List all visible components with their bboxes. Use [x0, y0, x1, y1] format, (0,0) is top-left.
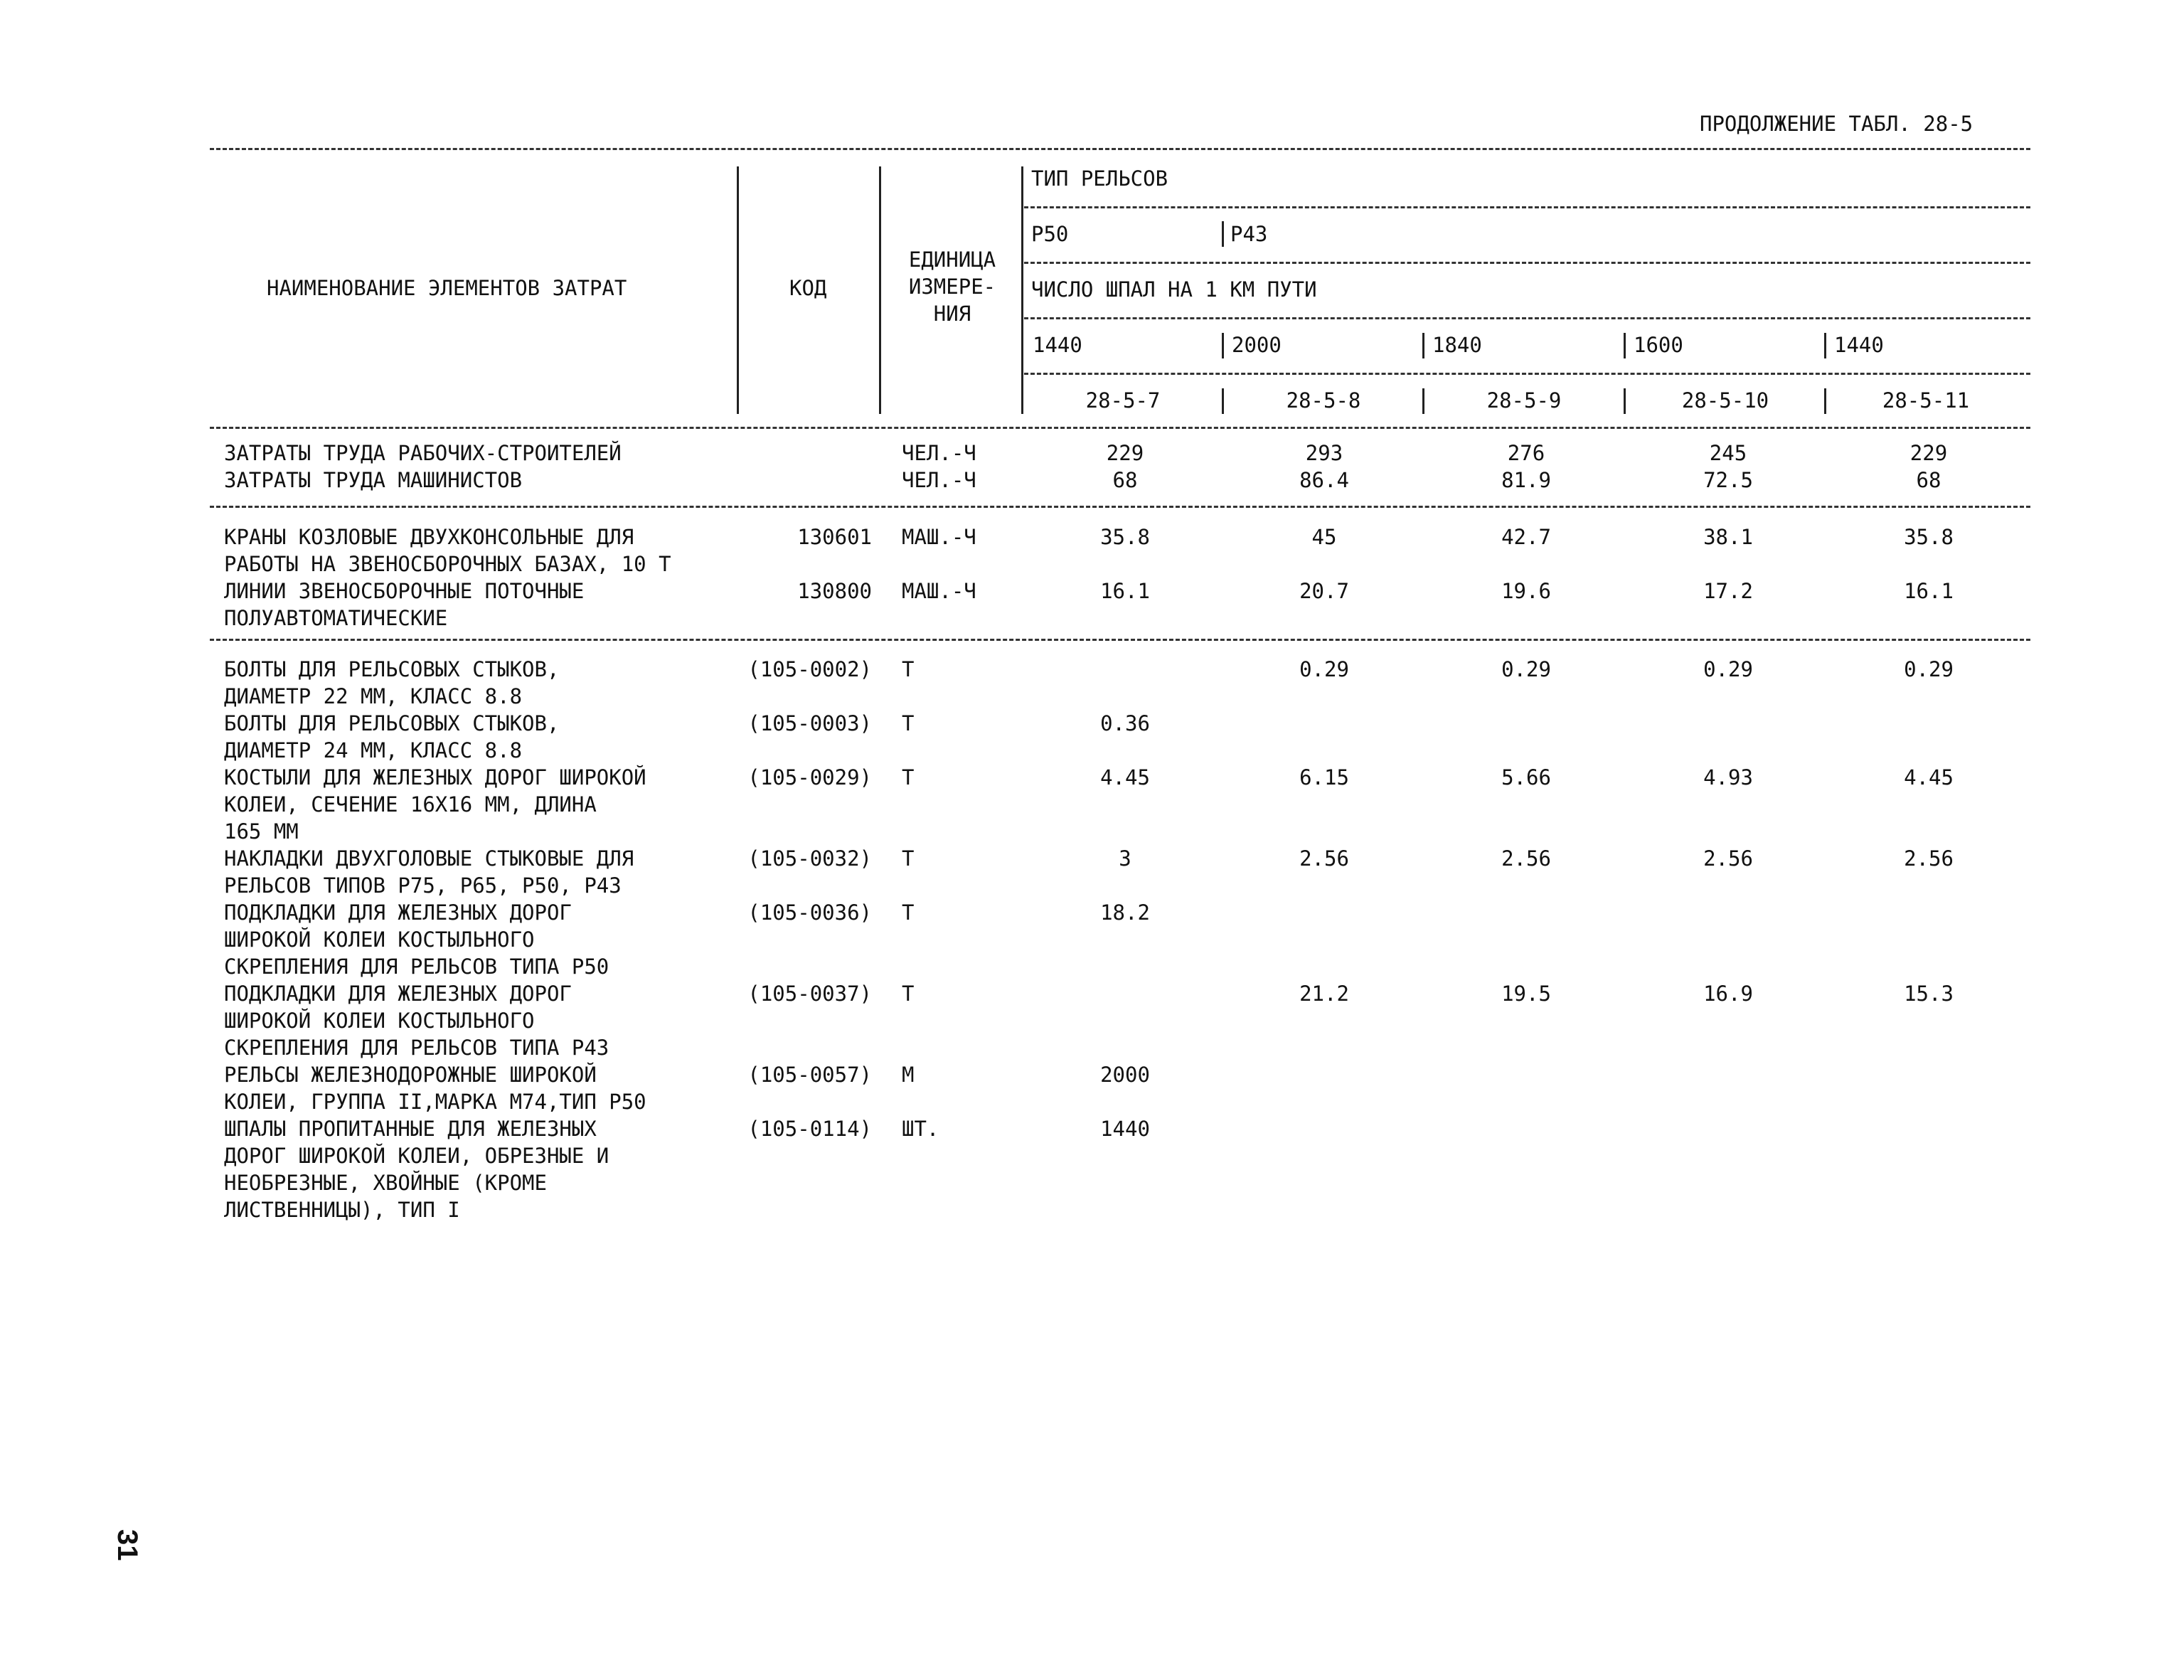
row-value: 45: [1311, 525, 1337, 549]
row-value: 245: [1709, 441, 1747, 465]
row-value: 2000: [1100, 1063, 1150, 1087]
row-unit: Т: [902, 846, 915, 871]
row-name-line: ПОЛУАВТОМАТИЧЕСКИЕ: [224, 606, 448, 630]
header-norm-code: 28-5-7: [1085, 388, 1161, 413]
row-value: 1440: [1100, 1117, 1150, 1141]
row-value: 16.1: [1904, 579, 1954, 603]
row-value: 276: [1507, 441, 1545, 465]
row-name-line: ШИРОКОЙ КОЛЕИ КОСТЫЛЬНОГО: [224, 927, 535, 952]
row-code: (105-0057): [747, 1063, 872, 1087]
header-rail-type-p50: Р50: [1031, 222, 1069, 246]
header-divider-sleepers-4: [1824, 333, 1826, 358]
header-norm-code: 28-5-10: [1681, 388, 1769, 413]
row-value: 0.36: [1100, 711, 1150, 735]
header-divider-rail-types: [1222, 221, 1224, 247]
header-divider-codes-1: [1222, 388, 1224, 414]
row-value: 3: [1119, 846, 1131, 871]
row-name-line: 165 ММ: [224, 819, 299, 844]
row-name-line: РАБОТЫ НА ЗВЕНОСБОРОЧНЫХ БАЗАХ, 10 Т: [224, 552, 671, 576]
row-name-line: РЕЛЬСОВ ТИПОВ Р75, Р65, Р50, Р43: [224, 873, 622, 898]
header-sleeper-count: 2000: [1232, 333, 1282, 357]
row-unit: М: [902, 1063, 915, 1087]
row-name-line: КОЛЕИ, ГРУППА II,МАРКА М74,ТИП Р50: [224, 1090, 646, 1114]
row-value: 35.8: [1904, 525, 1954, 549]
row-name-line: ДИАМЕТР 24 ММ, КЛАСС 8.8: [224, 738, 523, 762]
row-value: 19.6: [1501, 579, 1551, 603]
row-value: 0.29: [1703, 657, 1753, 681]
header-divider-name-code: [737, 166, 739, 414]
row-value: 0.29: [1904, 657, 1954, 681]
row-name-line: ЛИНИИ ЗВЕНОСБОРОЧНЫЕ ПОТОЧНЫЕ: [224, 579, 585, 603]
header-unit-line-2: ИЗМЕРЕ-: [908, 275, 996, 299]
header-sleeper-count: 1440: [1033, 333, 1082, 357]
header-unit-line-3: НИЯ: [933, 302, 971, 326]
row-name-line: ЗАТРАТЫ ТРУДА МАШИНИСТОВ: [224, 468, 523, 492]
row-code: (105-0003): [747, 711, 872, 735]
header-divider-sleepers-2: [1422, 333, 1424, 358]
row-code: (105-0032): [747, 846, 872, 871]
row-value: 15.3: [1904, 982, 1954, 1006]
row-name-line: КОЛЕИ, СЕЧЕНИЕ 16Х16 ММ, ДЛИНА: [224, 792, 597, 817]
header-rail-type-label: ТИП РЕЛЬСОВ: [1031, 166, 1168, 191]
row-value: 0.29: [1501, 657, 1551, 681]
header-divider-unit-values: [1021, 166, 1023, 414]
header-divider-codes-3: [1624, 388, 1626, 414]
header-norm-code: 28-5-8: [1286, 388, 1361, 413]
header-rule-2: [1024, 262, 2030, 264]
header-divider-code-unit: [879, 166, 881, 414]
row-value: 4.45: [1100, 765, 1150, 790]
row-code: (105-0002): [747, 657, 872, 681]
row-value: 17.2: [1703, 579, 1753, 603]
row-unit: МАШ.-Ч: [902, 579, 976, 603]
row-code: 130800: [797, 579, 872, 603]
row-unit: МАШ.-Ч: [902, 525, 976, 549]
header-name-column: НАИМЕНОВАНИЕ ЭЛЕМЕНТОВ ЗАТРАТ: [267, 276, 627, 300]
header-divider-codes-4: [1824, 388, 1826, 414]
header-sleepers-label: ЧИСЛО ШПАЛ НА 1 КМ ПУТИ: [1031, 277, 1317, 302]
row-value: 2.56: [1904, 846, 1954, 871]
row-name-line: БОЛТЫ ДЛЯ РЕЛЬСОВЫХ СТЫКОВ,: [224, 711, 560, 735]
row-value: 229: [1909, 441, 1948, 465]
row-value: 35.8: [1100, 525, 1150, 549]
row-code: 130601: [797, 525, 872, 549]
row-value: 20.7: [1299, 579, 1349, 603]
row-value: 18.2: [1100, 900, 1150, 925]
row-value: 81.9: [1501, 468, 1551, 492]
page-number: 31: [112, 1529, 143, 1561]
row-value: 38.1: [1703, 525, 1753, 549]
row-value: 19.5: [1501, 982, 1551, 1006]
row-name-line: СКРЕПЛЕНИЯ ДЛЯ РЕЛЬСОВ ТИПА Р43: [224, 1036, 609, 1060]
row-code: (105-0029): [747, 765, 872, 790]
row-name-line: СКРЕПЛЕНИЯ ДЛЯ РЕЛЬСОВ ТИПА Р50: [224, 955, 609, 979]
header-norm-code: 28-5-11: [1882, 388, 1970, 413]
row-name-line: РЕЛЬСЫ ЖЕЛЕЗНОДОРОЖНЫЕ ШИРОКОЙ: [224, 1063, 597, 1087]
row-name-line: ШИРОКОЙ КОЛЕИ КОСТЫЛЬНОГО: [224, 1009, 535, 1033]
header-rail-type-p43: Р43: [1230, 222, 1268, 246]
row-name-line: ШПАЛЫ ПРОПИТАННЫЕ ДЛЯ ЖЕЛЕЗНЫХ: [224, 1117, 597, 1141]
row-value: 4.93: [1703, 765, 1753, 790]
header-sleeper-count: 1600: [1634, 333, 1683, 357]
row-unit: Т: [902, 900, 915, 925]
row-value: 86.4: [1299, 468, 1349, 492]
row-unit: ЧЕЛ.-Ч: [902, 468, 976, 492]
header-divider-sleepers-3: [1624, 333, 1626, 358]
row-name-line: БОЛТЫ ДЛЯ РЕЛЬСОВЫХ СТЫКОВ,: [224, 657, 560, 681]
row-value: 293: [1305, 441, 1343, 465]
header-bottom-rule: [210, 427, 2030, 429]
row-unit: Т: [902, 657, 915, 681]
header-rule-1: [1024, 206, 2030, 208]
row-name-line: КОСТЫЛИ ДЛЯ ЖЕЛЕЗНЫХ ДОРОГ ШИРОКОЙ: [224, 765, 646, 790]
row-value: 42.7: [1501, 525, 1551, 549]
header-code-column: КОД: [789, 276, 827, 300]
header-sleeper-count: 1440: [1834, 333, 1884, 357]
header-unit-line-1: ЕДИНИЦА: [908, 248, 996, 272]
row-value: 2.56: [1299, 846, 1349, 871]
header-rule-3: [1024, 317, 2030, 319]
row-value: 2.56: [1501, 846, 1551, 871]
row-name-line: ЛИСТВЕННИЦЫ), ТИП I: [224, 1198, 460, 1222]
row-name-line: НЕОБРЕЗНЫЕ, ХВОЙНЫЕ (КРОМЕ: [224, 1171, 547, 1195]
row-value: 4.45: [1904, 765, 1954, 790]
row-name-line: ДИАМЕТР 22 ММ, КЛАСС 8.8: [224, 684, 523, 708]
row-value: 68: [1916, 468, 1941, 492]
row-name-line: КРАНЫ КОЗЛОВЫЕ ДВУХКОНСОЛЬНЫЕ ДЛЯ: [224, 525, 634, 549]
row-value: 72.5: [1703, 468, 1753, 492]
row-name-line: ЗАТРАТЫ ТРУДА РАБОЧИХ-СТРОИТЕЛЕЙ: [224, 441, 622, 465]
row-code: (105-0114): [747, 1117, 872, 1141]
row-value: 229: [1106, 441, 1144, 465]
row-value: 68: [1112, 468, 1138, 492]
continuation-title: ПРОДОЛЖЕНИЕ ТАБЛ. 28-5: [1700, 112, 1973, 136]
header-divider-codes-2: [1422, 388, 1424, 414]
header-norm-code: 28-5-9: [1486, 388, 1562, 413]
header-sleeper-count: 1840: [1432, 333, 1482, 357]
row-name-line: НАКЛАДКИ ДВУХГОЛОВЫЕ СТЫКОВЫЕ ДЛЯ: [224, 846, 634, 871]
row-code: (105-0037): [747, 982, 872, 1006]
row-unit: ЧЕЛ.-Ч: [902, 441, 976, 465]
top-rule: [210, 148, 2030, 150]
row-value: 16.1: [1100, 579, 1150, 603]
header-divider-sleepers-1: [1222, 333, 1224, 358]
header-rule-4: [1024, 373, 2030, 375]
row-value: 6.15: [1299, 765, 1349, 790]
row-unit: Т: [902, 711, 915, 735]
row-value: 2.56: [1703, 846, 1753, 871]
row-unit: Т: [902, 982, 915, 1006]
row-name-line: ПОДКЛАДКИ ДЛЯ ЖЕЛЕЗНЫХ ДОРОГ: [224, 900, 572, 925]
row-name-line: ДОРОГ ШИРОКОЙ КОЛЕИ, ОБРЕЗНЫЕ И: [224, 1144, 609, 1168]
row-value: 16.9: [1703, 982, 1753, 1006]
row-code: (105-0036): [747, 900, 872, 925]
row-name-line: ПОДКЛАДКИ ДЛЯ ЖЕЛЕЗНЫХ ДОРОГ: [224, 982, 572, 1006]
row-value: 21.2: [1299, 982, 1349, 1006]
section-separator: [210, 639, 2030, 641]
row-unit: Т: [902, 765, 915, 790]
row-value: 0.29: [1299, 657, 1349, 681]
row-value: 5.66: [1501, 765, 1551, 790]
row-unit: ШТ.: [902, 1117, 939, 1141]
section-separator: [210, 506, 2030, 508]
